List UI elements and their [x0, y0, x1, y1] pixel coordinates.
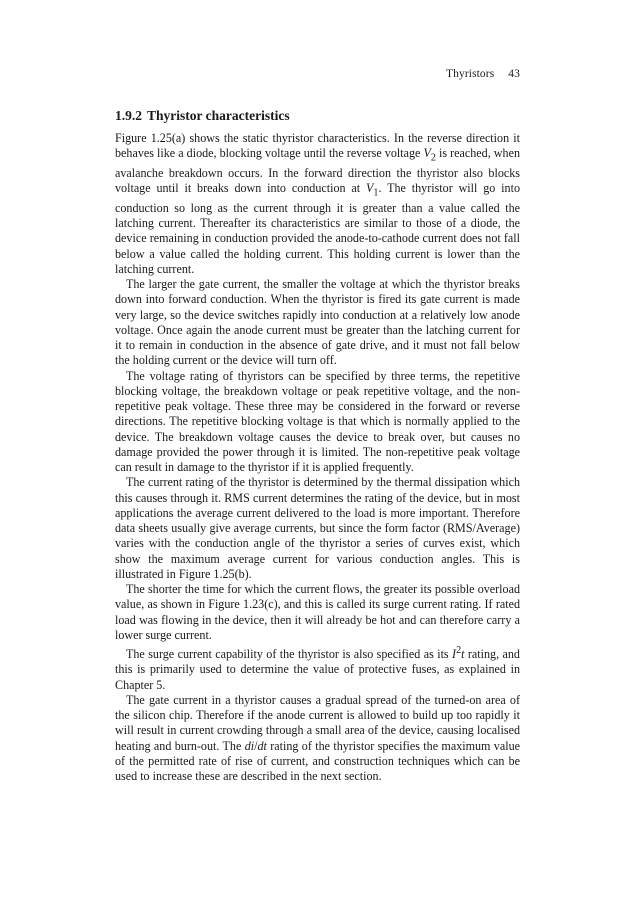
paragraph: [115, 131, 520, 277]
section-heading: [115, 108, 290, 124]
text-run: The shorter the time for which the current flows, the greater its possible overload value, as shown in Figure 1.23(c), and this is called its surge current rating. If rated load was flowing in the device, then it will already be hot and can therefore carry a lower surge current.: [115, 582, 520, 642]
text-run: is reached, when avalanche breakdown occurs. In the forward direction the thyristor also blocks voltage until it breaks down into conduction at: [115, 146, 520, 196]
subscript: 1: [373, 187, 379, 199]
text-run: The current rating of the thyristor is determined by the thermal dissipation which this causes through it. RMS current determines the rating of the device, but in most applications the average current delivered to the load is more important. Therefore data sheets usually give average currents, but since the form factor (RMS/Average) varies with the conduction angle of the thyristor a series of curves exist, which show the maximum average current for various conduction angles. This is illustrated in Figure 1.25(b).: [115, 475, 520, 581]
paragraph: [115, 277, 520, 369]
math-symbol: V: [366, 181, 374, 196]
text-run: rating of the thyristor specifies the maximum value of the permitted rate of rise of current, and construction techniques which can be used to increase these are described in the next section.: [115, 738, 520, 784]
subscript: 2: [430, 152, 436, 164]
text-run: . The thyristor will go into conduction so long as the current through it is greater than a value called the latching current. Thereafter its characteristics are similar to those of a diode, the device remaining in conduction provided the anode-to-cathode current does not fall below a value called the holding current. This holding current is lower than the latching current.: [115, 181, 520, 276]
running-title: Thyristors: [446, 68, 495, 80]
body-text: [115, 131, 520, 784]
text-run: The gate current in a thyristor causes a gradual spread of the turned-on area of the silicon chip. Therefore if the anode current is allowed to build up too rapidly it will result in current crowding through a small area of the device, causing localised heating and burn-out. The: [115, 692, 520, 753]
math-symbol: V: [423, 146, 431, 161]
paragraph: [115, 582, 520, 643]
math-symbol: dt: [257, 738, 267, 753]
text-run: The larger the gate current, the smaller the voltage at which the thyristor breaks down into forward conduction. When the thyristor is fired its gate current is made very large, so the device switches rapidly into conduction at a relatively low anode voltage. Once again the anode current must be greater than the latching current for it to remain in conduction in the absence of gate drive, and it must not fall below the holding current or the device will turn off.: [115, 277, 520, 368]
paragraph: [115, 643, 520, 693]
math-symbol: t: [461, 647, 465, 662]
page-number: 43: [508, 68, 520, 80]
paragraph: [115, 369, 520, 476]
running-header: [446, 68, 520, 80]
text-run: Figure 1.25(a) shows the static thyristor characteristics. In the reverse direction it behaves like a diode, blocking voltage until the reverse voltage: [115, 131, 520, 161]
text-run: The voltage rating of thyristors can be specified by three terms, the repetitive blocking voltage, the breakdown voltage or peak repetitive voltage, and the non-repetitive peak voltage. These three may be considered in the forward or reverse directions. The repetitive blocking voltage is that which is normally applied to the device. The breakdown voltage causes the device to break over, but causes no damage provided the power through it is limited. The non-repetitive peak voltage can result in damage to the thyristor if it is applied frequently.: [115, 368, 520, 475]
text-run: The surge current capability of the thyristor is also specified as its: [126, 647, 453, 662]
superscript: 2: [456, 645, 462, 657]
section-title: Thyristor characteristics: [147, 108, 290, 123]
section-number: 1.9.2: [115, 108, 142, 123]
paragraph: [115, 693, 520, 785]
paragraph: [115, 475, 520, 582]
math-symbol: I: [452, 647, 457, 662]
math-symbol: di: [244, 738, 255, 753]
text-run: /: [254, 738, 258, 753]
text-run: rating, and this is primarily used to determine the value of protective fuses, as explained in Chapter 5.: [115, 647, 520, 692]
